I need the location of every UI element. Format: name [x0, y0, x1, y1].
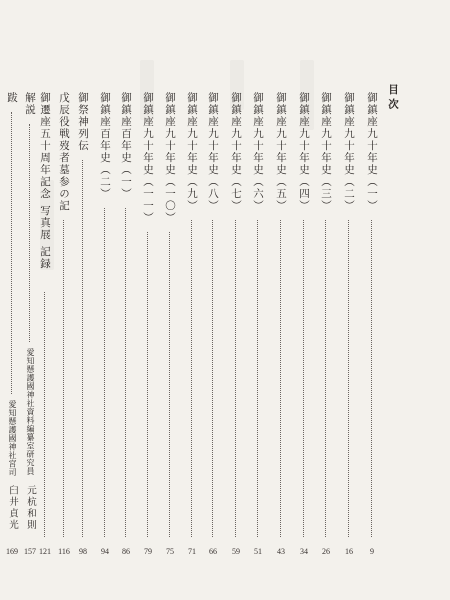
toc-entry-page-number: 9 — [370, 547, 374, 556]
toc-entry — [273, 92, 289, 580]
toc-entry-title: 御鎮座百年史（二） — [99, 92, 111, 200]
toc-entry-page-number: 34 — [300, 547, 308, 556]
toc-entry-page-number: 79 — [144, 547, 152, 556]
toc-entry-title: 御鎮座九十年史（六） — [252, 92, 264, 212]
dotted-leader — [147, 232, 148, 537]
dotted-leader — [29, 124, 30, 342]
dotted-leader — [280, 220, 281, 537]
dotted-leader — [44, 292, 45, 537]
toc-entry-title: 御鎮座九十年史（二） — [343, 92, 355, 212]
dotted-leader — [63, 220, 64, 537]
toc-entry — [341, 92, 357, 580]
toc-entry-page-number: 75 — [166, 547, 174, 556]
toc-entry-title: 御鎮座九十年史（七） — [230, 92, 242, 212]
toc-entry-author-name: 元杭和則 — [25, 485, 36, 531]
dotted-leader — [104, 208, 105, 537]
toc-entry-page-number: 169 — [6, 547, 18, 556]
toc-entry — [118, 92, 134, 580]
dotted-leader — [125, 208, 126, 537]
toc-entry-title: 御鎮座九十年史（一一） — [142, 92, 154, 224]
toc-entry-title: 御鎮座九十年史（四） — [298, 92, 310, 212]
toc-entry-page-number: 43 — [277, 547, 285, 556]
dotted-leader — [235, 220, 236, 537]
toc-entry-title: 御鎮座九十年史（九） — [186, 92, 198, 212]
dotted-leader — [169, 232, 170, 537]
toc-entry — [75, 92, 91, 580]
toc-entry-page-number: 71 — [188, 547, 196, 556]
toc-entry-page-number: 121 — [39, 547, 51, 556]
toc-entry-page-number: 51 — [254, 547, 262, 556]
toc-entry — [250, 92, 266, 580]
toc-heading: 目次 — [387, 84, 399, 113]
toc-entry-title: 跋 — [6, 92, 18, 104]
toc-entry — [364, 92, 380, 580]
toc-entry — [22, 92, 38, 580]
dotted-leader — [212, 220, 213, 537]
toc-entry-page-number: 26 — [322, 547, 330, 556]
dotted-leader — [348, 220, 349, 537]
dotted-leader — [325, 220, 326, 537]
toc-entry-title: 御鎮座九十年史（五） — [275, 92, 287, 212]
toc-entry-author-name: 臼井貞光 — [7, 485, 18, 531]
toc-entry — [56, 92, 72, 580]
toc-entry — [97, 92, 113, 580]
toc-entry-author-affiliation: 愛知懸護國神社資料編纂室研究員 — [26, 348, 35, 476]
toc-entry-page-number: 59 — [232, 547, 240, 556]
toc-entry-title: 御鎮座百年史（一） — [120, 92, 132, 200]
toc-entry-title: 御遷座五十周年記念 写真展 記録 — [39, 92, 51, 270]
toc-entry-page-number: 86 — [122, 547, 130, 556]
toc-entry-page-number: 98 — [79, 547, 87, 556]
toc-entry — [296, 92, 312, 580]
toc-entry-author-affiliation: 愛知懸護國神社宮司 — [8, 399, 17, 477]
toc-entry — [184, 92, 200, 580]
dotted-leader — [371, 220, 372, 537]
toc-entry — [318, 92, 334, 580]
toc-entry-title: 御鎮座九十年史（一） — [366, 92, 378, 212]
toc-entry-page-number: 66 — [209, 547, 217, 556]
toc-entry-title: 御鎮座九十年史（三） — [320, 92, 332, 212]
toc-entry-page-number: 16 — [345, 547, 353, 556]
toc-entry-page-number: 116 — [58, 547, 70, 556]
toc-entry — [228, 92, 244, 580]
toc-entry — [4, 92, 20, 580]
dotted-leader — [191, 220, 192, 537]
toc-entry-page-number: 94 — [101, 547, 109, 556]
toc-entry — [205, 92, 221, 580]
toc-entry-title: 御鎮座九十年史（一〇） — [164, 92, 176, 224]
dotted-leader — [303, 220, 304, 537]
dotted-leader — [82, 160, 83, 537]
toc-entry-title: 御鎮座九十年史（八） — [207, 92, 219, 212]
toc-entry — [140, 92, 156, 580]
toc-entry-title: 解説 — [24, 92, 36, 116]
toc-entry-page-number: 157 — [24, 547, 36, 556]
toc-entry — [37, 92, 53, 580]
toc-entry-title: 戊辰役戦歿者墓参の記 — [58, 92, 70, 212]
toc-entry-title: 御祭神列伝 — [77, 92, 89, 152]
dotted-leader — [11, 112, 12, 394]
toc-entry — [162, 92, 178, 580]
dotted-leader — [257, 220, 258, 537]
